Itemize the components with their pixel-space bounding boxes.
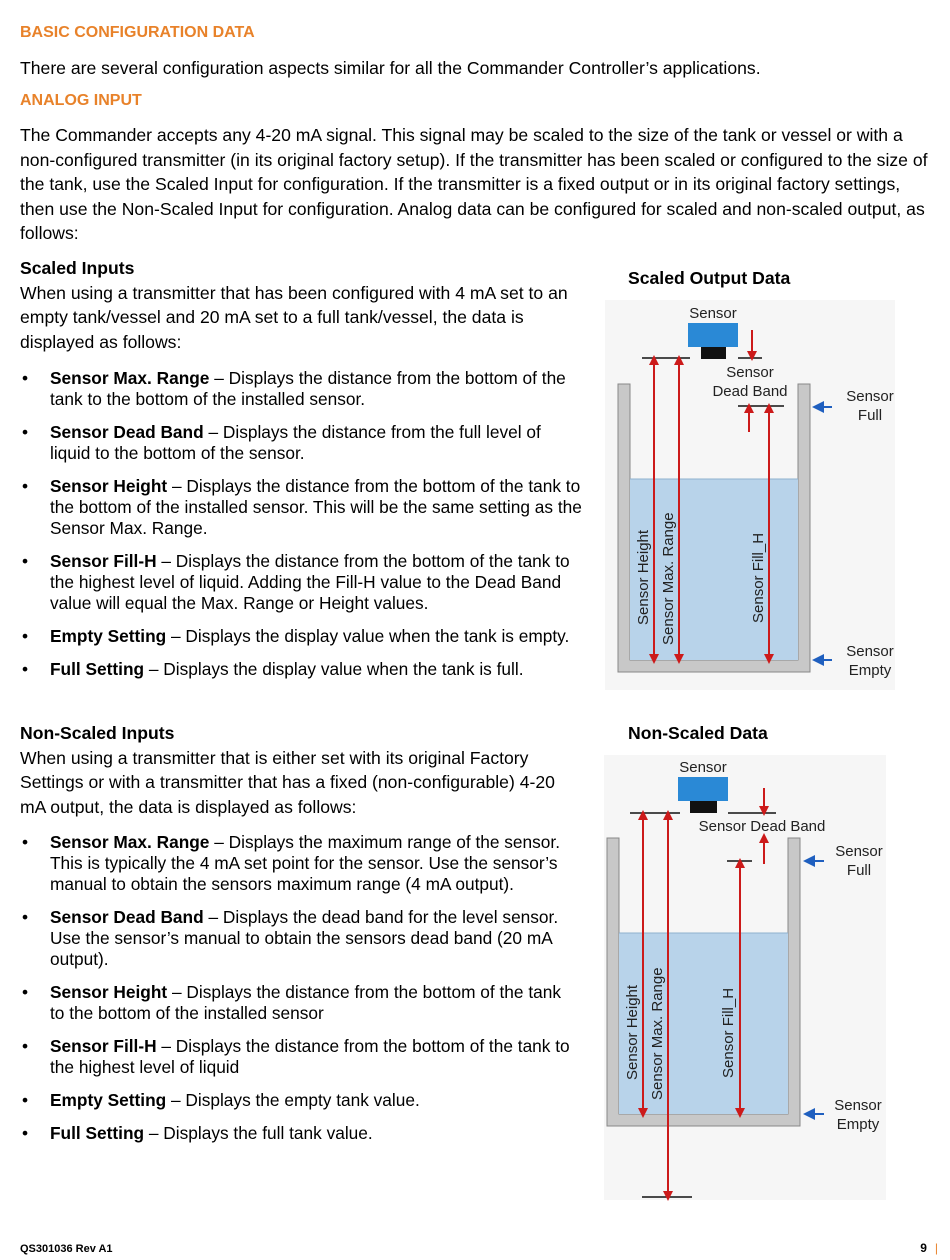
list-item-term: Sensor Max. Range [50,832,210,852]
sensor-icon [688,323,738,347]
list-item [20,626,585,647]
bullet-icon: • [22,476,29,496]
height-label: Sensor Height [624,984,641,1080]
list-item [20,368,585,410]
nonscaled-data-diagram [598,752,894,1204]
analog-input-text: The Commander accepts any 4-20 mA signal. This signal may be scaled to the size of the tank or vessel or with a non-configured transmitter (in its original factory setup). If the transmitter has been scaled or configured to the size of the tank, use the Scaled Input for configuration. If the transmitter is a fixed output or in its original factory settings, then use the Non-Scaled Input for configuration. Analog data can be configured for scaled and non-scaled output, as follows: [20,125,928,244]
list-item-term: Empty Setting [50,1090,167,1110]
basic-config-text: There are several configuration aspects similar for all the Commander Controller’s applications. [20,58,761,78]
list-item-desc: – Displays the full tank value. [144,1123,373,1143]
list-item-term: Sensor Height [50,476,168,496]
list-item [20,422,585,464]
list-item-term: Sensor Fill-H [50,551,157,571]
list-item-desc: – Displays the distance from the bottom of the tank to the highest level of liquid. Adding the Fill-H value to the Dead Band value will equal the Max. Range or Height values. [50,551,570,613]
sensor-label: Sensor [679,759,727,776]
full-label-1: Sensor [835,843,883,860]
list-item-desc: – Displays the display value when the tank is empty. [166,626,570,646]
nonscaled-inputs-heading: Non-Scaled Inputs [20,723,175,743]
list-item-desc: – Displays the dead band for the level sensor. Use the sensor’s manual to obtain the sensors dead band (20 mA output). [50,907,559,969]
bullet-icon: • [22,422,29,442]
list-item [20,551,585,614]
fillh-label: Sensor Fill_H [720,987,737,1078]
liquid-fill [630,479,798,660]
bullet-icon: • [22,1036,29,1056]
full-label-2: Full [846,862,872,879]
list-item-term: Full Setting [50,659,145,679]
list-item-desc: – Displays the distance from the bottom of the tank to the highest level of liquid [50,1036,570,1077]
scaled-inputs-block [20,256,585,354]
list-item [20,1036,575,1078]
list-item-desc: – Displays the maximum range of the sensor. This is typically the 4 mA set point for the sensor. Use the sensor’s manual to obtain the sensors maximum range (4 mA output). [50,832,561,894]
sensor-mount-icon [701,347,726,359]
bullet-icon: • [22,832,29,852]
bullet-icon: • [22,626,29,646]
footer-separator: | [934,1241,938,1255]
empty-label-2: Empty [836,1116,880,1133]
figure-title-nonscaled: Non-Scaled Data [628,723,768,743]
list-item-term: Sensor Dead Band [50,422,204,442]
list-item [20,1123,575,1144]
deadband-label-2: Dead Band [712,383,788,400]
figure-title-scaled: Scaled Output Data [628,268,791,288]
full-label-2: Full [857,407,883,424]
list-item [20,476,585,539]
bullet-icon: • [22,1123,29,1143]
scaled-inputs-intro: When using a transmitter that has been configured with 4 mA set to an empty tank/vessel and 20 mA set to a full tank/vessel, the data is displayed as follows: [20,282,568,352]
section-heading-basic-config: BASIC CONFIGURATION DATA [20,24,255,41]
list-item-desc: – Displays the distance from the bottom of the tank to the bottom of the installed sensor [50,982,561,1023]
list-item [20,832,575,895]
scaled-output-diagram [600,296,900,692]
list-item [20,982,575,1024]
empty-label-1: Sensor [834,1097,882,1114]
list-item-term: Sensor Fill-H [50,1036,157,1056]
nonscaled-inputs-intro: When using a transmitter that is either set with its original Factory Settings or with a transmitter that has a fixed (non-configurable) 4-20 mA output, the data is displayed as follows: [20,747,555,817]
list-item-desc: – Displays the distance from the bottom of the tank to the bottom of the installed sensor. [50,368,566,409]
bullet-icon: • [22,1090,29,1110]
bullet-icon: • [22,368,29,388]
fillh-label: Sensor Fill_H [750,532,767,623]
bullet-icon: • [22,551,29,571]
page-number: 9 [920,1241,927,1255]
list-item-term: Sensor Dead Band [50,907,204,927]
maxrange-label: Sensor Max. Range [660,512,677,645]
scaled-inputs-list [20,368,585,692]
list-item [20,1090,575,1111]
list-item-desc: – Displays the distance from the full level of liquid to the bottom of the sensor. [50,422,541,463]
bullet-icon: • [22,907,29,927]
document-id: QS301036 Rev A1 [20,1243,113,1255]
deadband-label-1: Sensor [726,364,774,381]
maxrange-label: Sensor Max. Range [649,967,666,1100]
sensor-mount-icon [690,801,717,813]
list-item-desc: – Displays the distance from the bottom of the tank to the bottom of the installed sensor. This will be the same setting as the Sensor Max. Range. [50,476,582,538]
list-item-term: Sensor Height [50,982,168,1002]
list-item [20,907,575,970]
deadband-label: Sensor Dead Band [698,818,826,835]
nonscaled-inputs-block [20,721,575,819]
list-item-term: Empty Setting [50,626,167,646]
liquid-fill [619,933,788,1114]
list-item-term: Full Setting [50,1123,145,1143]
nonscaled-inputs-list [20,832,575,1156]
full-label-1: Sensor [846,388,894,405]
section-heading-analog-input: ANALOG INPUT [20,92,142,109]
sensor-icon [678,777,728,801]
list-item-desc: – Displays the empty tank value. [166,1090,420,1110]
list-item-term: Sensor Max. Range [50,368,210,388]
list-item [20,659,585,680]
list-item-desc: – Displays the display value when the tank is full. [144,659,524,679]
empty-label-2: Empty [848,662,892,679]
bullet-icon: • [22,982,29,1002]
height-label: Sensor Height [635,529,652,625]
scaled-inputs-heading: Scaled Inputs [20,258,135,278]
sensor-label: Sensor [689,305,737,322]
empty-label-1: Sensor [846,643,894,660]
page-number-block [920,1241,938,1255]
bullet-icon: • [22,659,29,679]
